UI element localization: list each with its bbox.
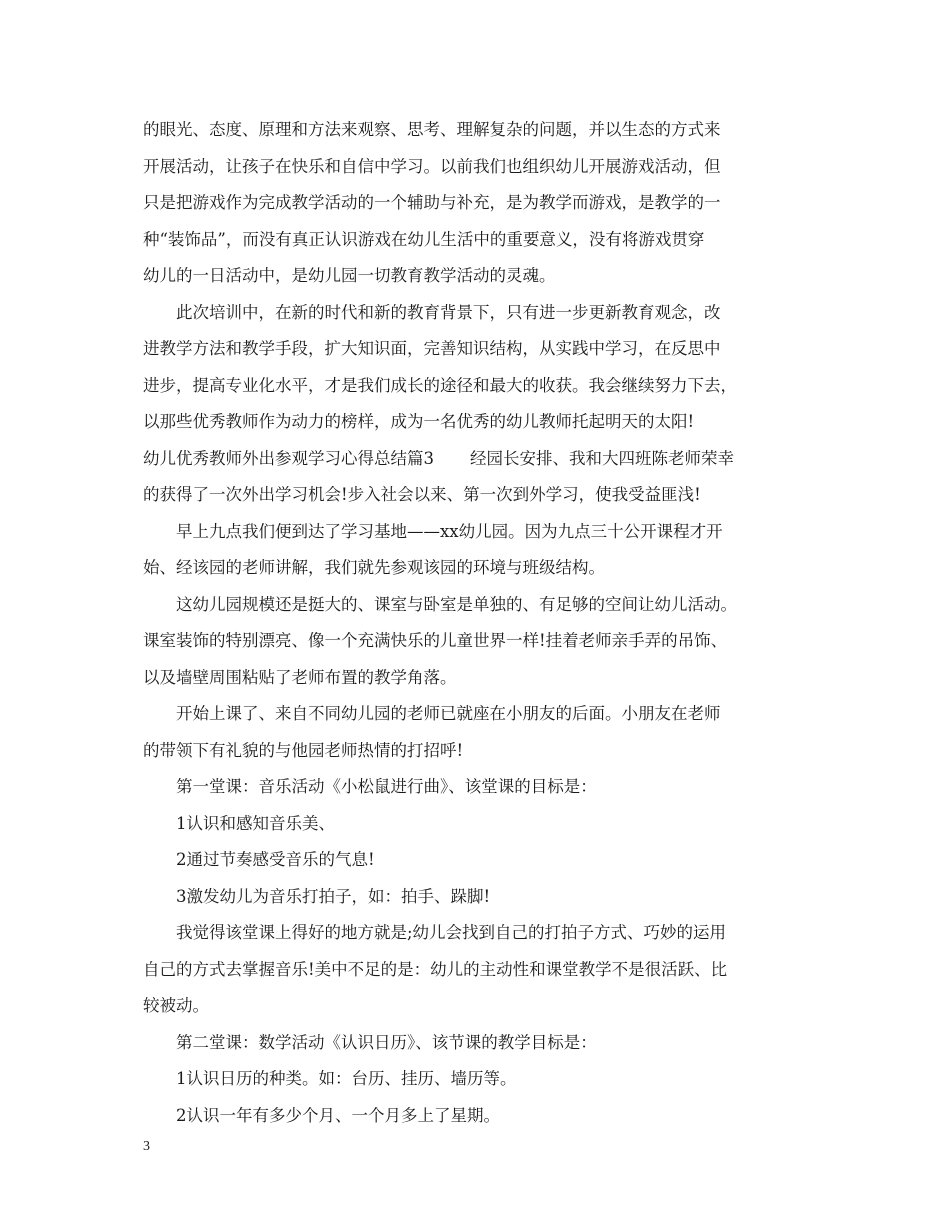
text-line	[143, 550, 811, 587]
text-line-content: 3激发幼儿为音乐打拍子，如：拍手、跺脚!	[176, 886, 491, 906]
text-line	[143, 404, 811, 441]
text-line	[143, 295, 811, 332]
text-line-content: 种“装饰品”，而没有真正认识游戏在幼儿生活中的重要意义，没有将游戏贯穿	[143, 229, 705, 249]
text-line-content: 以及墙壁周围粘贴了老师布置的教学角落。	[143, 667, 457, 687]
text-line-content: 2认识一年有多少个月、一个月多上了星期。	[176, 1105, 500, 1125]
text-line	[143, 368, 811, 405]
text-line-content: 幼儿的一日活动中，是幼儿园一切教育教学活动的灵魂。	[143, 266, 556, 285]
text-line-content: 早上九点我们便到达了学习基地——xx幼儿园。因为九点三十公开课程才开	[176, 521, 723, 541]
text-line	[143, 988, 811, 1025]
text-line-content: 自己的方式去掌握音乐!美中不足的是：幼儿的主动性和课堂教学不是很活跃、比	[143, 959, 728, 979]
text-line	[143, 952, 811, 989]
text-line-content: 第一堂课：音乐活动《小松鼠进行曲》、该堂课的目标是：	[176, 777, 597, 796]
text-line	[143, 258, 811, 295]
text-line-content: 这幼儿园规模还是挺大的、课室与卧室是单独的、有足够的空间让幼儿活动。	[176, 594, 737, 614]
text-line-content: 的眼光、态度、原理和方法来观察、思考、理解复杂的问题，并以生态的方式来	[143, 120, 721, 139]
text-line	[143, 185, 811, 222]
text-line	[143, 331, 811, 368]
text-line-content: 进步，提高专业化水平，才是我们成长的途径和最大的收获。我会继续努力下去，	[143, 375, 737, 395]
text-line-content: 以那些优秀教师作为动力的榜样，成为一名优秀的幼儿教师托起明天的太阳!	[143, 412, 695, 431]
text-line	[143, 806, 811, 843]
document-body	[143, 112, 811, 1134]
text-line	[143, 514, 811, 551]
text-line-content: 开始上课了、来自不同幼儿园的老师已就座在小朋友的后面。小朋友在老师	[176, 704, 721, 723]
text-line	[143, 222, 811, 259]
text-line-content: 开展活动，让孩子在快乐和自信中学习。以前我们也组织幼儿开展游戏活动，但	[143, 156, 721, 176]
text-line-content: 进教学方法和教学手段，扩大知识面，完善知识结构，从实践中学习，在反思中	[143, 339, 721, 358]
text-line-content: 的带领下有礼貌的与他园老师热情的打招呼!	[143, 740, 464, 760]
text-line-content: 较被动。	[143, 996, 209, 1015]
text-line-content: 此次培训中，在新的时代和新的教育背景下，只有进一步更新教育观念，改	[176, 302, 721, 322]
page-number: 3	[143, 1139, 150, 1154]
text-line	[143, 660, 811, 697]
text-line	[143, 441, 811, 478]
text-line-content: 1认识和感知音乐美、	[176, 813, 335, 833]
text-line	[143, 769, 811, 806]
text-line	[143, 1025, 811, 1062]
text-line	[143, 879, 811, 916]
text-line-continuation: 经园长安排、我和大四班陈老师荣幸	[470, 448, 734, 468]
text-line-content: 1认识日历的种类。如：台历、挂历、墙历等。	[176, 1069, 517, 1088]
text-line-content: 的获得了一次外出学习机会!步入社会以来、第一次到外学习，使我受益匪浅!	[143, 485, 701, 504]
text-line	[143, 149, 811, 186]
text-line-content: 始、经该园的老师讲解，我们就先参观该园的环境与班级结构。	[143, 558, 605, 577]
text-line	[143, 842, 811, 879]
text-line	[143, 915, 811, 952]
text-line-content: 幼儿优秀教师外出参观学习心得总结篇3	[143, 448, 434, 468]
text-line-content: 我觉得该堂课上得好的地方就是;幼儿会找到自己的打拍子方式、巧妙的运用	[176, 923, 727, 942]
text-line	[143, 623, 811, 660]
text-line	[143, 696, 811, 733]
text-line-content: 课室装饰的特别漂亮、像一个充满快乐的儿童世界一样!挂着老师亲手弄的吊饰、	[143, 631, 728, 650]
text-line	[143, 733, 811, 770]
text-line	[143, 587, 811, 624]
text-line-content: 第二堂课：数学活动《认识日历》、该节课的教学目标是：	[176, 1032, 597, 1052]
text-line	[143, 477, 811, 514]
text-line-content: 2通过节奏感受音乐的气息!	[176, 850, 375, 869]
text-line	[143, 112, 811, 149]
text-line	[143, 1061, 811, 1098]
text-line-content: 只是把游戏作为完成教学活动的一个辅助与补充，是为教学而游戏，是教学的一	[143, 193, 721, 212]
text-line	[143, 1098, 811, 1135]
